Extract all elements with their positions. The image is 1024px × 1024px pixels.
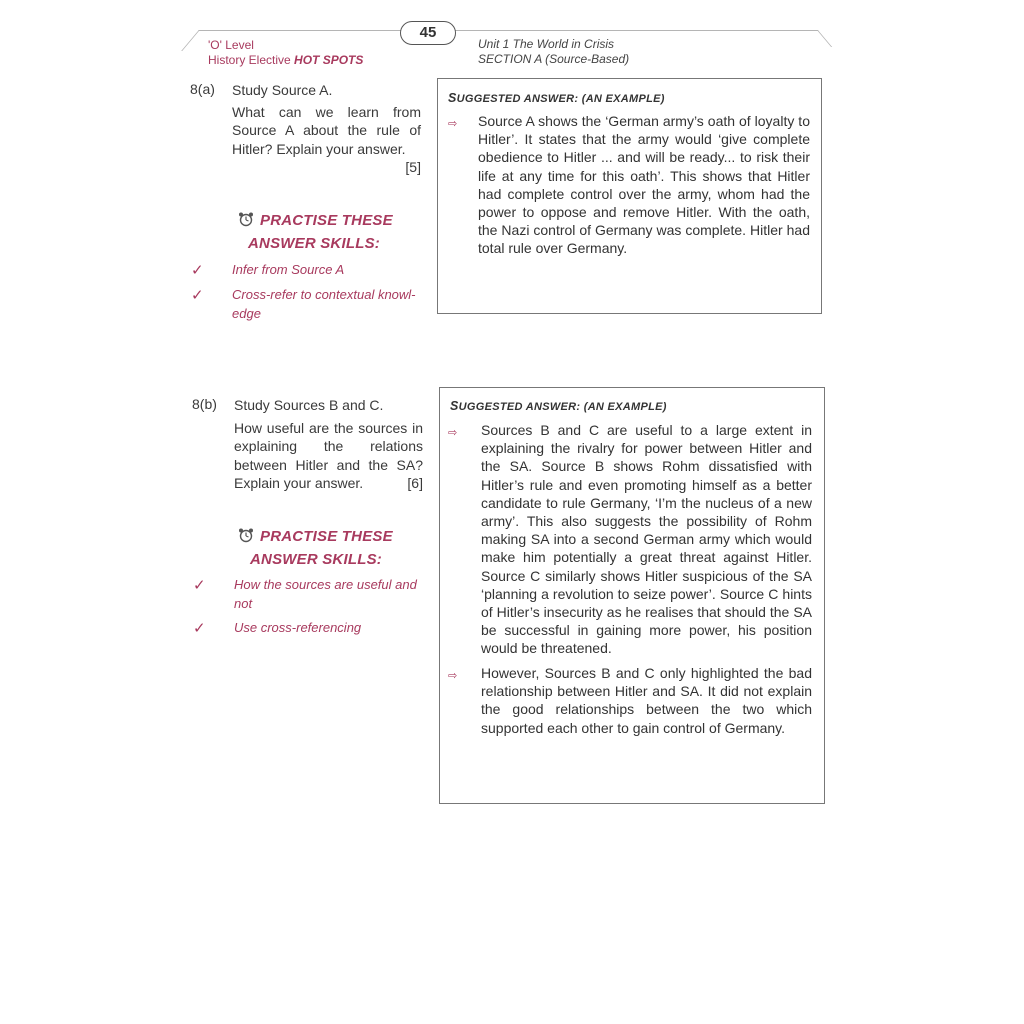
answer-box-b (439, 387, 825, 804)
arrow-bullet-icon: ⇨ (448, 427, 458, 439)
skills-heading (238, 209, 393, 232)
header-elective-prefix: History Elective (208, 53, 291, 67)
check-icon: ✓ (191, 287, 204, 304)
arrow-bullet-icon: ⇨ (448, 118, 458, 130)
alarm-clock-icon (238, 527, 254, 543)
answer-heading (448, 91, 665, 105)
check-icon: ✓ (193, 577, 206, 594)
header-elective (208, 53, 363, 67)
alarm-clock-icon (238, 211, 254, 227)
skills-heading-line1: PRACTISE THESE (260, 212, 393, 229)
question-marks: [6] (407, 475, 423, 491)
question-marks: [5] (405, 159, 421, 175)
header-hot-spots: HOT SPOTS (294, 53, 364, 67)
header-unit: Unit 1 The World in Crisis (478, 37, 615, 51)
answer-box-a (437, 78, 822, 314)
question-prompt: Study Sources B and C. (234, 397, 384, 413)
skill-item: Infer from Source A (232, 262, 345, 277)
answer-paragraph: Source A shows the ‘German army’s oath of loyalty to Hitler’. It states that the army would ‘give complete obedience to Hitler ... and will be ready... to risk their life at any time for this oath’. This shows that Hitler had complete control over the army, whom had the power to oppose and remove Hitler. With the oath, the Nazi control of Germany was complete. Hitler had total rule over Germany. (478, 113, 810, 257)
arrow-bullet-icon: ⇨ (448, 670, 458, 682)
question-prompt: Study Source A. (232, 82, 333, 98)
answer-heading (450, 399, 667, 413)
answer-heading-rest: UGGESTED ANSWER: (AN EXAMPLE) (458, 401, 667, 413)
header-level: 'O' Level (208, 38, 254, 52)
question-text: How useful are the sources in explaining the relations between Hitler and the SA? Explain your answer. (234, 420, 423, 491)
skill-item: How the sources are useful and not (234, 577, 417, 611)
check-icon: ✓ (191, 262, 204, 279)
header-rule (205, 30, 805, 31)
question-number: 8(b) (192, 396, 217, 412)
skill-item: Use cross-referencing (234, 620, 362, 635)
skills-heading-line2: ANSWER SKILLS: (250, 551, 382, 568)
answer-heading-initial: S (450, 399, 459, 413)
page-number: 45 (400, 21, 456, 45)
answer-paragraph: Sources B and C are useful to a large extent in explaining the rivalry for power between Hitler and the SA. Source B shows Rohm dissatisfied with Hitler’s rule and even promoting himself as a better candidate to rule Germany, ‘I’m the nucleus of a new army’. This also suggests the possibility of Rohm making SA into a second German army which would make him potentially a great threat against Hitler. Source C similarly shows Hitler suspicious of the SA ‘planning a revolution to seize power’. Source C hints of Hitler’s insecurity as he realises that should the SA be successful in gaining more power, his position would be threatened. (481, 422, 812, 657)
skills-heading (238, 525, 393, 548)
skills-heading-line1: PRACTISE THESE (260, 528, 393, 545)
answer-paragraph: However, Sources B and C only highlighted the bad relationship between Hitler and SA. It did not explain the good relationships between the two which supported each other to gain control of Germany. (481, 665, 812, 736)
header-section: SECTION A (Source-Based) (478, 52, 630, 66)
header-corner-right (797, 30, 832, 47)
skill-item: Cross-refer to contextual knowl-edge (232, 287, 416, 321)
skills-heading-line2: ANSWER SKILLS: (248, 235, 380, 252)
check-icon: ✓ (193, 620, 206, 637)
answer-heading-rest: UGGESTED ANSWER: (AN EXAMPLE) (456, 93, 665, 105)
question-number: 8(a) (190, 81, 215, 97)
question-text: What can we learn from Source A about the rule of Hitler? Explain your answer. (232, 104, 421, 157)
answer-heading-initial: S (448, 91, 457, 105)
